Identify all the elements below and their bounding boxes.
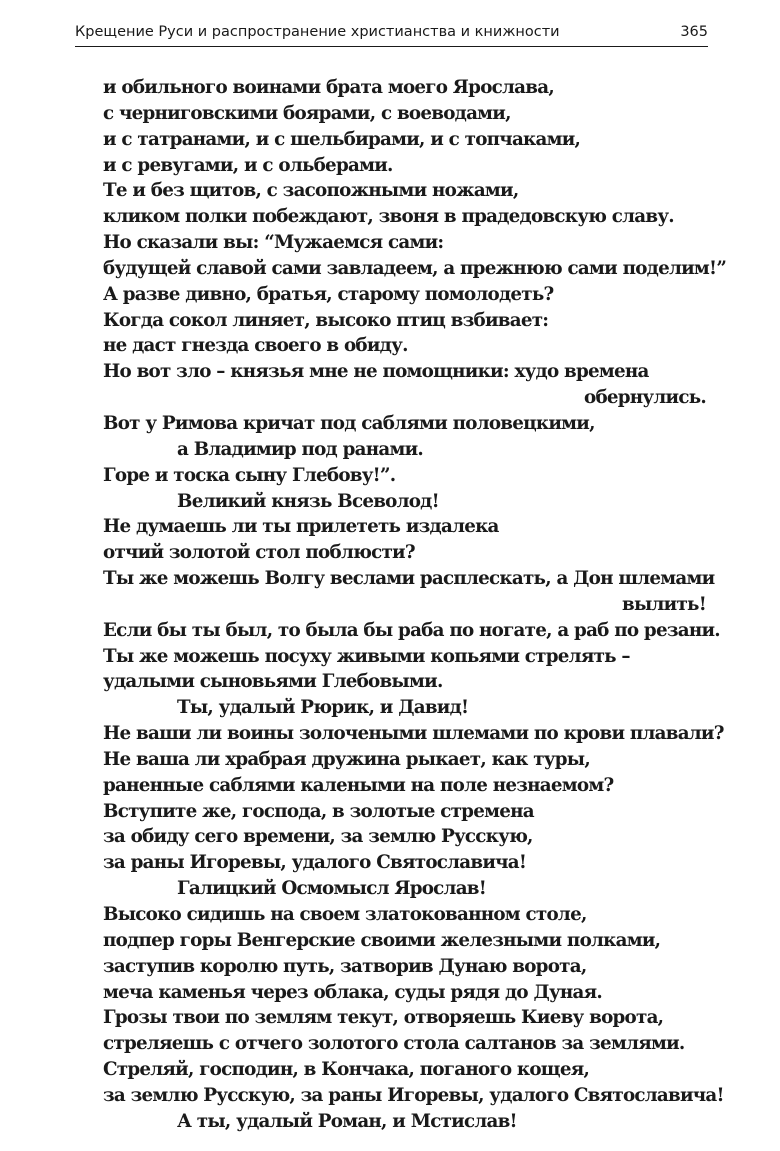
- poem-line: Ты же можешь посуху живыми копьями стрелять –: [103, 645, 630, 667]
- poem-text: [103, 75, 727, 1135]
- poem-line: за обиду сего времени, за землю Русскую,: [103, 826, 533, 848]
- poem-line: и с ревугами, и с ольберами.: [103, 154, 393, 176]
- poem-line: и с татранами, и с шельбирами, и с топчаками,: [103, 128, 581, 150]
- poem-line: за раны Игоревы, удалого Святославича!: [103, 852, 527, 874]
- poem-line: отчий золотой стол поблюсти?: [103, 542, 415, 564]
- poem-line: подпер горы Венгерские своими железными полками,: [103, 929, 661, 951]
- poem-line: за землю Русскую, за раны Игоревы, удалого Святославича!: [103, 1084, 724, 1106]
- poem-line: кликом полки побеждают, звоня в прадедовскую славу.: [103, 206, 674, 228]
- poem-line: удалыми сыновьями Глебовыми.: [103, 671, 443, 693]
- poem-line: меча каменья через облака, суды рядя до Дуная.: [103, 981, 603, 1003]
- poem-line: обернулись.: [584, 387, 706, 409]
- poem-line: не даст гнезда своего в обиду.: [103, 335, 408, 357]
- poem-line: раненные саблями калеными на поле незнаемом?: [103, 774, 614, 796]
- poem-line: Те и без щитов, с засопожными ножами,: [103, 180, 519, 202]
- poem-line: Грозы твои по землям текут, отворяешь Киеву ворота,: [103, 1007, 664, 1029]
- poem-line: а Владимир под ранами.: [177, 438, 424, 460]
- poem-line: Ты же можешь Волгу веслами расплескать, а Дон шлемами: [103, 568, 715, 590]
- poem-line: Но сказали вы: “Мужаемся сами:: [103, 232, 444, 254]
- poem-line: Стреляй, господин, в Кончака, поганого кощея,: [103, 1059, 590, 1081]
- poem-line: Когда сокол линяет, высоко птиц взбивает:: [103, 309, 549, 331]
- page-number: 365: [680, 24, 708, 40]
- poem-line: Но вот зло – князья мне не помощники: худо времена: [103, 361, 649, 383]
- running-title: Крещение Руси и распространение христианства и книжности: [75, 24, 560, 40]
- poem-line: заступив королю путь, затворив Дунаю ворота,: [103, 955, 587, 977]
- poem-line: будущей славой сами завладеем, а прежнюю сами поделим!”: [103, 257, 727, 279]
- poem-line: Ты, удалый Рюрик, и Давид!: [177, 697, 469, 719]
- poem-line: Не ваша ли храбрая дружина рыкает, как туры,: [103, 748, 590, 770]
- running-header: [75, 22, 708, 47]
- poem-line: Галицкий Осмомысл Ярослав!: [177, 878, 487, 900]
- poem-line: Вступите же, господа, в золотые стремена: [103, 800, 534, 822]
- poem-line: А разве дивно, братья, старому помолодеть?: [103, 283, 554, 305]
- poem-line: Горе и тоска сыну Глебову!”.: [103, 464, 396, 486]
- poem-line: Великий князь Всеволод!: [177, 490, 439, 512]
- poem-line: Вот у Римова кричат под саблями половецкими,: [103, 412, 595, 434]
- poem-line: А ты, удалый Роман, и Мстислав!: [177, 1110, 517, 1132]
- poem-line: вылить!: [622, 593, 706, 615]
- poem-line: Не ваши ли воины золочеными шлемами по крови плавали?: [103, 723, 724, 745]
- poem-line: Если бы ты был, то была бы раба по ногате, а раб по резани.: [103, 619, 720, 641]
- poem-line: Не думаешь ли ты прилететь издалека: [103, 516, 499, 538]
- poem-line: и обильного воинами брата моего Ярослава,: [103, 77, 554, 98]
- poem-line: Высоко сидишь на своем златокованном столе,: [103, 904, 587, 925]
- poem-line: стреляешь с отчего золотого стола салтанов за землями.: [103, 1033, 685, 1055]
- poem-line: с черниговскими боярами, с воеводами,: [103, 102, 511, 124]
